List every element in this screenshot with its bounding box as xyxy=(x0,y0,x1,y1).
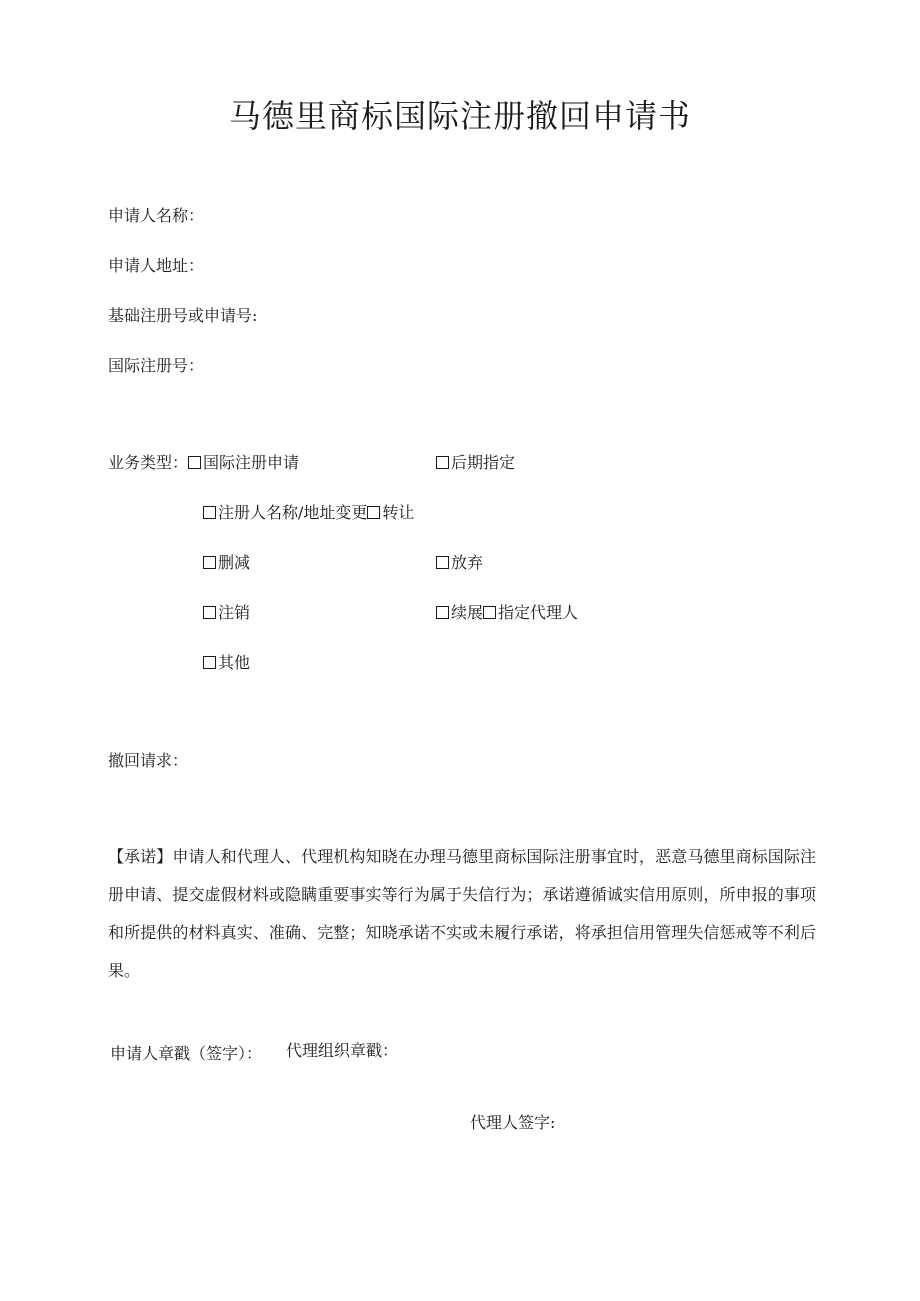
option-intl-application[interactable]: 国际注册申请 xyxy=(188,453,299,472)
option-subsequent-designation[interactable]: 后期指定 xyxy=(436,452,515,474)
option-limitation[interactable]: 删减 xyxy=(203,552,250,574)
document-title: 马德里商标国际注册撤回申请书 xyxy=(228,97,691,135)
checkbox-icon[interactable] xyxy=(203,506,216,519)
business-type-label: 业务类型： xyxy=(108,453,189,472)
checkbox-icon[interactable] xyxy=(203,656,216,669)
checkbox-icon[interactable] xyxy=(203,606,216,619)
option-cancellation[interactable]: 注销 xyxy=(203,602,250,624)
option-other[interactable]: 其他 xyxy=(203,652,250,674)
checkbox-icon[interactable] xyxy=(367,506,380,519)
agent-sign-label: 代理人签字: xyxy=(470,1113,556,1132)
option-holder-change[interactable]: 注册人名称/地址变更 xyxy=(203,503,367,522)
applicant-name-label: 申请人名称： xyxy=(108,206,205,225)
checkbox-icon[interactable] xyxy=(436,556,449,569)
checkbox-icon[interactable] xyxy=(483,606,496,619)
business-type-row-4b xyxy=(436,602,578,624)
checkbox-icon[interactable] xyxy=(203,556,216,569)
checkbox-icon[interactable] xyxy=(188,456,201,469)
business-type-row-2 xyxy=(203,502,414,524)
base-number-label: 基础注册号或申请号: xyxy=(108,306,258,325)
option-transfer[interactable]: 转让 xyxy=(367,503,414,522)
option-renunciation[interactable]: 放弃 xyxy=(436,552,483,574)
pledge-paragraph: 【承诺】申请人和代理人、代理机构知晓在办理马德里商标国际注册事宜时，恶意马德里商标国际注册申请、提交虚假材料或隐瞒重要事实等行为属于失信行为；承诺遵循诚实信用原则，所申报的事项和所提供的材料真实、准确、完整；知晓承诺不实或未履行承诺，将承担信用管理失信惩戒等不利后果。 xyxy=(108,847,816,980)
option-appoint-agent[interactable]: 指定代理人 xyxy=(483,603,578,622)
applicant-address-label: 申请人地址： xyxy=(108,256,205,275)
agency-seal-label: 代理组织章戳： xyxy=(286,1041,399,1060)
option-renewal[interactable]: 续展 xyxy=(436,603,483,622)
checkbox-icon[interactable] xyxy=(436,606,449,619)
checkbox-icon[interactable] xyxy=(436,456,449,469)
withdraw-request-label: 撤回请求： xyxy=(108,751,189,770)
intl-number-label: 国际注册号： xyxy=(108,356,205,375)
business-type-row-1 xyxy=(108,452,299,474)
applicant-seal-label: 申请人章戳（签字）： xyxy=(110,1044,263,1063)
